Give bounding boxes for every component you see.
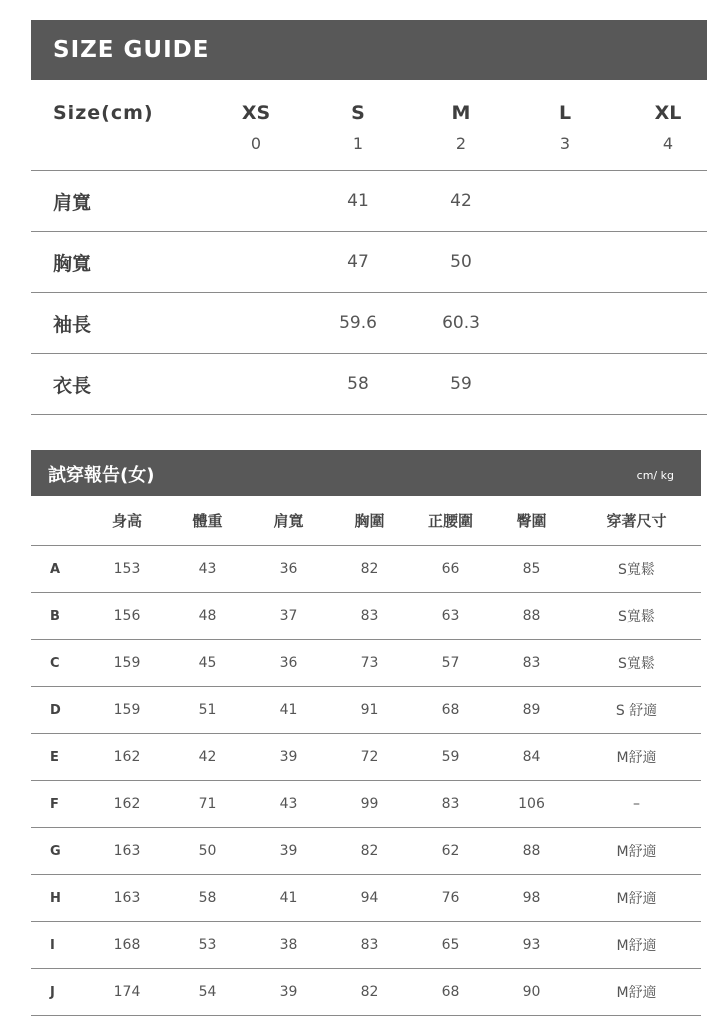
column-header-fit-size: 穿著尺寸 <box>572 496 701 546</box>
size-header-row <box>31 80 707 171</box>
cell-height: 153 <box>87 546 167 593</box>
size-number: 3 <box>559 134 571 153</box>
cell-height: 159 <box>87 640 167 687</box>
cell-model-id: G <box>31 828 87 875</box>
measure-row-sleeve <box>31 293 707 354</box>
cell-chest: 99 <box>329 781 410 828</box>
column-header-waist: 正腰圍 <box>410 496 491 546</box>
cell-chest: 82 <box>329 969 410 1016</box>
cell-chest: 82 <box>329 546 410 593</box>
column-header-row <box>31 496 701 546</box>
measure-value: 59.6 <box>339 313 377 333</box>
cell-waist: 57 <box>410 640 491 687</box>
cell-waist: 76 <box>410 875 491 922</box>
table-row <box>31 922 701 969</box>
cell-height: 162 <box>87 734 167 781</box>
cell-model-id: J <box>31 969 87 1016</box>
cell-waist: 62 <box>410 828 491 875</box>
cell-height: 168 <box>87 922 167 969</box>
measure-value: 58 <box>347 374 369 394</box>
cell-chest: 82 <box>329 828 410 875</box>
cell-hip: 106 <box>491 781 572 828</box>
cell-fit-size: M舒適 <box>572 922 701 969</box>
cell-fit-size: S寬鬆 <box>572 546 701 593</box>
cell-fit-size: M舒適 <box>572 875 701 922</box>
cell-height: 163 <box>87 875 167 922</box>
measure-value: 50 <box>450 252 472 272</box>
measure-row-shoulder <box>31 171 707 232</box>
cell-fit-size: – <box>572 781 701 828</box>
cell-weight: 58 <box>167 875 248 922</box>
cell-height: 163 <box>87 828 167 875</box>
fitting-report-table <box>31 450 701 1016</box>
fitting-report-title: 試穿報告(女) <box>48 465 155 486</box>
measure-label: 肩寬 <box>53 192 92 214</box>
cell-fit-size: M舒適 <box>572 828 701 875</box>
cell-hip: 98 <box>491 875 572 922</box>
table-row <box>31 546 701 593</box>
table-row <box>31 640 701 687</box>
size-number: 0 <box>250 134 262 153</box>
cell-chest: 72 <box>329 734 410 781</box>
cell-fit-size: M舒適 <box>572 969 701 1016</box>
size-col-l <box>535 80 595 153</box>
cell-model-id: H <box>31 875 87 922</box>
cell-hip: 89 <box>491 687 572 734</box>
size-number: 1 <box>352 134 364 153</box>
measure-value: 47 <box>347 252 369 272</box>
table-row <box>31 734 701 781</box>
cell-waist: 59 <box>410 734 491 781</box>
cell-hip: 93 <box>491 922 572 969</box>
size-letter: L <box>558 102 572 124</box>
cell-fit-size: S 舒適 <box>572 687 701 734</box>
column-header-model-id <box>31 496 87 546</box>
fitting-report-grid <box>31 496 701 1016</box>
table-row <box>31 781 701 828</box>
size-letter: XS <box>241 102 271 124</box>
cell-shoulder: 41 <box>248 875 329 922</box>
fitting-report-header <box>31 450 701 496</box>
size-number: 4 <box>662 134 674 153</box>
cell-weight: 50 <box>167 828 248 875</box>
size-col-xs <box>226 80 286 153</box>
cell-model-id: C <box>31 640 87 687</box>
size-header-label: Size(cm) <box>53 102 154 124</box>
cell-height: 156 <box>87 593 167 640</box>
cell-model-id: I <box>31 922 87 969</box>
measure-value: 60.3 <box>442 313 480 333</box>
cell-model-id: D <box>31 687 87 734</box>
size-number: 2 <box>455 134 467 153</box>
cell-chest: 83 <box>329 593 410 640</box>
cell-waist: 65 <box>410 922 491 969</box>
cell-model-id: B <box>31 593 87 640</box>
table-row <box>31 969 701 1016</box>
cell-weight: 51 <box>167 687 248 734</box>
cell-waist: 68 <box>410 687 491 734</box>
cell-hip: 90 <box>491 969 572 1016</box>
cell-weight: 53 <box>167 922 248 969</box>
cell-shoulder: 36 <box>248 640 329 687</box>
cell-chest: 94 <box>329 875 410 922</box>
cell-shoulder: 38 <box>248 922 329 969</box>
size-col-s <box>328 80 388 153</box>
size-letter: XL <box>654 102 682 124</box>
cell-shoulder: 36 <box>248 546 329 593</box>
cell-fit-size: S寬鬆 <box>572 593 701 640</box>
fitting-report-body <box>31 546 701 1016</box>
measure-row-chest <box>31 232 707 293</box>
cell-model-id: F <box>31 781 87 828</box>
column-header-chest: 胸圍 <box>329 496 410 546</box>
size-guide-table <box>31 20 707 415</box>
unit-label: cm/ kg <box>636 469 674 482</box>
cell-hip: 85 <box>491 546 572 593</box>
cell-model-id: E <box>31 734 87 781</box>
cell-waist: 68 <box>410 969 491 1016</box>
column-header-height: 身高 <box>87 496 167 546</box>
cell-chest: 83 <box>329 922 410 969</box>
cell-hip: 88 <box>491 593 572 640</box>
cell-model-id: A <box>31 546 87 593</box>
cell-shoulder: 37 <box>248 593 329 640</box>
table-row <box>31 687 701 734</box>
cell-fit-size: M舒適 <box>572 734 701 781</box>
cell-shoulder: 39 <box>248 828 329 875</box>
cell-weight: 45 <box>167 640 248 687</box>
measure-row-length <box>31 354 707 415</box>
cell-weight: 54 <box>167 969 248 1016</box>
measure-label: 袖長 <box>53 314 92 336</box>
size-col-xl <box>638 80 698 153</box>
cell-height: 159 <box>87 687 167 734</box>
table-row <box>31 828 701 875</box>
cell-height: 174 <box>87 969 167 1016</box>
table-row <box>31 875 701 922</box>
cell-shoulder: 39 <box>248 734 329 781</box>
cell-weight: 42 <box>167 734 248 781</box>
cell-hip: 84 <box>491 734 572 781</box>
cell-shoulder: 41 <box>248 687 329 734</box>
cell-weight: 71 <box>167 781 248 828</box>
size-letter: M <box>451 102 471 124</box>
table-row <box>31 593 701 640</box>
cell-weight: 48 <box>167 593 248 640</box>
measure-value: 42 <box>450 191 472 211</box>
cell-waist: 66 <box>410 546 491 593</box>
cell-fit-size: S寬鬆 <box>572 640 701 687</box>
cell-waist: 83 <box>410 781 491 828</box>
cell-shoulder: 43 <box>248 781 329 828</box>
column-header-shoulder: 肩寬 <box>248 496 329 546</box>
cell-chest: 91 <box>329 687 410 734</box>
cell-hip: 88 <box>491 828 572 875</box>
size-letter: S <box>351 102 365 124</box>
cell-shoulder: 39 <box>248 969 329 1016</box>
cell-chest: 73 <box>329 640 410 687</box>
cell-weight: 43 <box>167 546 248 593</box>
size-guide-title: SIZE GUIDE <box>31 20 707 80</box>
size-col-m <box>431 80 491 153</box>
column-header-hip: 臀圍 <box>491 496 572 546</box>
measure-value: 41 <box>347 191 369 211</box>
cell-height: 162 <box>87 781 167 828</box>
cell-waist: 63 <box>410 593 491 640</box>
cell-hip: 83 <box>491 640 572 687</box>
column-header-weight: 體重 <box>167 496 248 546</box>
measure-label: 衣長 <box>53 375 92 397</box>
measure-label: 胸寬 <box>53 253 92 275</box>
measure-value: 59 <box>450 374 472 394</box>
